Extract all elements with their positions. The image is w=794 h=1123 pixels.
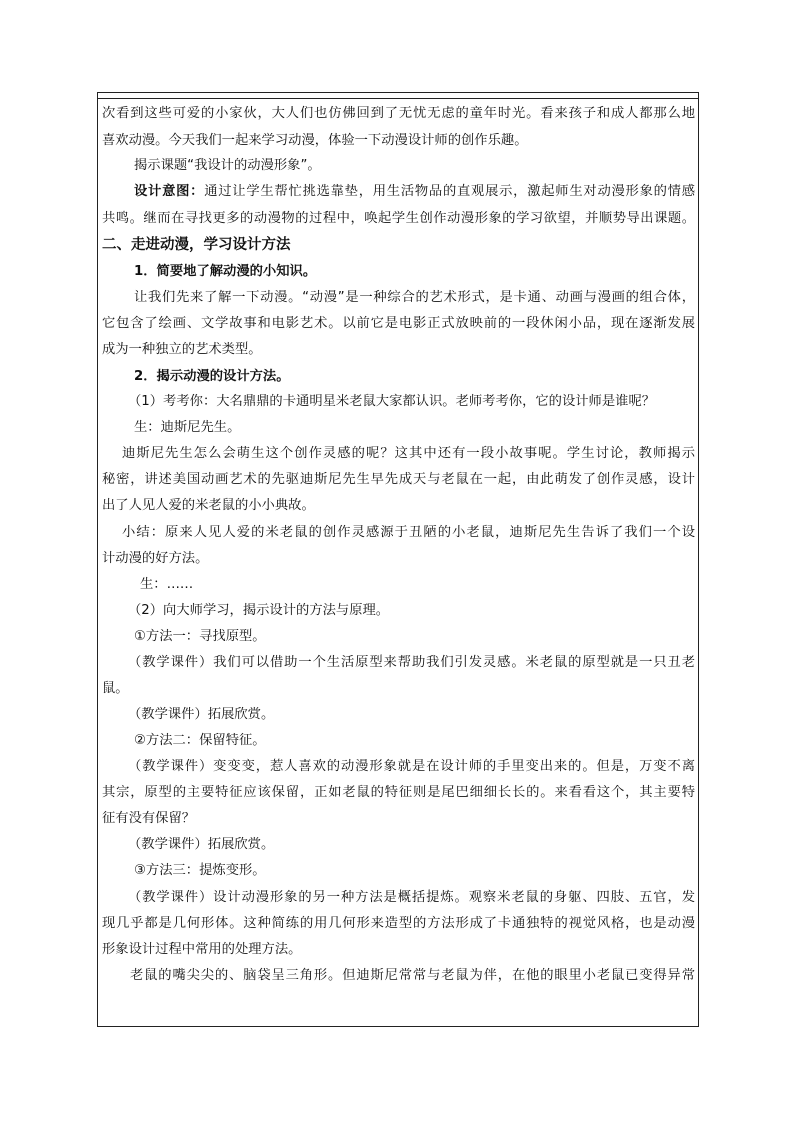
line-text: 老鼠的嘴尖尖的、脑袋呈三角形。但迪斯尼常常与老鼠为伴，在他的眼里小老鼠已变得异常 bbox=[130, 968, 695, 983]
line-text: 成为一种独立的艺术类型。 bbox=[102, 342, 262, 357]
line-text: 鼠。 bbox=[102, 681, 129, 696]
text-line bbox=[102, 210, 695, 228]
line-text: 秘密，讲述美国动画艺术的先驱迪斯尼先生早先成天与老鼠在一起，由此萌发了创作灵感，设计 bbox=[102, 472, 695, 487]
line-text: 共鸣。继而在寻找更多的动漫物的过程中，唤起学生创作动漫形象的学习欲望，并顺势导出课题。 bbox=[102, 211, 695, 226]
design-intent-label: 设计意图： bbox=[134, 184, 205, 199]
table-top-border bbox=[98, 98, 698, 99]
lesson-plan-table-cell bbox=[97, 92, 699, 1027]
line-text: 通过让学生帮忙挑选靠垫，用生活物品的直观展示，激起师生对动漫形象的情感 bbox=[204, 184, 695, 199]
text-line bbox=[102, 680, 695, 698]
text-line bbox=[102, 836, 695, 854]
text-line bbox=[102, 315, 695, 333]
text-line bbox=[102, 784, 695, 802]
line-text: 揭示课题“我设计的动漫形象”。 bbox=[134, 158, 321, 173]
line-text: 生：迪斯尼先生。 bbox=[134, 420, 241, 435]
line-text: 出了人见人爱的米老鼠的小小典故。 bbox=[102, 498, 315, 513]
text-line bbox=[102, 157, 695, 175]
line-text: 其宗，原型的主要特征应该保留，正如老鼠的特征则是尾巴细细长长的。来看看这个，其主要特 bbox=[102, 785, 695, 800]
text-line bbox=[102, 497, 695, 515]
line-text: 形象设计过程中常用的处理方法。 bbox=[102, 942, 302, 957]
text-line bbox=[102, 524, 695, 542]
text-line bbox=[102, 445, 695, 463]
line-text: （教学课件）变变变，惹人喜欢的动漫形象就是在设计师的手里变出来的。但是，万变不离 bbox=[128, 759, 695, 774]
text-line bbox=[102, 915, 695, 933]
text-line bbox=[102, 471, 695, 489]
line-text: 喜欢动漫。今天我们一起来学习动漫，体验一下动漫设计师的创作乐趣。 bbox=[102, 133, 528, 148]
line-text: 二、走进动漫，学习设计方法 bbox=[102, 237, 291, 253]
text-line bbox=[102, 550, 695, 568]
line-text: 现几乎都是几何形体。这种简练的用几何形来造型的方法形成了卡通独特的视觉风格，也是动漫 bbox=[102, 916, 695, 931]
line-text: （教学课件）我们可以借助一个生活原型来帮助我们引发灵感。米老鼠的原型就是一只丑老 bbox=[128, 655, 695, 670]
line-text: 征有没有保留？ bbox=[102, 811, 196, 826]
line-text: 它包含了绘画、文学故事和电影艺术。以前它是电影正式放映前的一段休闲小品，现在逐渐发展 bbox=[102, 316, 695, 331]
section-heading bbox=[102, 236, 695, 254]
text-line bbox=[102, 862, 695, 880]
text-line bbox=[102, 368, 695, 386]
text-line bbox=[102, 263, 695, 281]
text-line bbox=[102, 341, 695, 359]
line-text: 迪斯尼先生怎么会萌生这个创作灵感的呢？这其中还有一段小故事呢。学生讨论，教师揭示 bbox=[122, 446, 695, 461]
line-text: 1．简要地了解动漫的小知识。 bbox=[134, 264, 317, 279]
text-line bbox=[102, 183, 695, 201]
text-line bbox=[102, 576, 695, 594]
text-line bbox=[102, 941, 695, 959]
text-line bbox=[102, 628, 695, 646]
line-text: （教学课件）设计动漫形象的另一种方法是概括提炼。观察米老鼠的身躯、四肢、五官，发 bbox=[128, 890, 695, 905]
line-text: （1）考考你：大名鼎鼎的卡通明星米老鼠大家都认识。老师考考你，它的设计师是谁呢？ bbox=[128, 394, 656, 409]
text-line bbox=[102, 105, 695, 123]
text-line bbox=[102, 419, 695, 437]
text-line bbox=[102, 967, 695, 985]
line-text: （教学课件）拓展欣赏。 bbox=[128, 707, 275, 722]
text-line bbox=[102, 810, 695, 828]
text-line bbox=[102, 602, 695, 620]
line-text: （教学课件）拓展欣赏。 bbox=[128, 837, 275, 852]
line-text: 生：…… bbox=[140, 577, 194, 592]
line-text: 2．揭示动漫的设计方法。 bbox=[134, 369, 290, 384]
text-line bbox=[102, 732, 695, 750]
line-text: 计动漫的好方法。 bbox=[102, 551, 209, 566]
line-text: 次看到这些可爱的小家伙，大人们也仿佛回到了无忧无虑的童年时光。看来孩子和成人都那么地 bbox=[102, 106, 695, 121]
text-line bbox=[102, 706, 695, 724]
line-text: ②方法二：保留特征。 bbox=[134, 733, 266, 748]
text-line bbox=[102, 393, 695, 411]
text-line bbox=[102, 289, 695, 307]
line-text: ③方法三：提炼变形。 bbox=[134, 863, 266, 878]
text-line bbox=[102, 758, 695, 776]
line-text: 让我们先来了解一下动漫。“动漫”是一种综合的艺术形式，是卡通、动画与漫画的组合体， bbox=[134, 290, 695, 305]
line-text: 小结：原来人见人爱的米老鼠的创作灵感源于丑陋的小老鼠，迪斯尼先生告诉了我们一个设 bbox=[122, 525, 695, 540]
text-line bbox=[102, 889, 695, 907]
line-text: ①方法一：寻找原型。 bbox=[134, 629, 266, 644]
text-line bbox=[102, 654, 695, 672]
text-line bbox=[102, 132, 695, 150]
line-text: （2）向大师学习，揭示设计的方法与原理。 bbox=[128, 603, 390, 618]
